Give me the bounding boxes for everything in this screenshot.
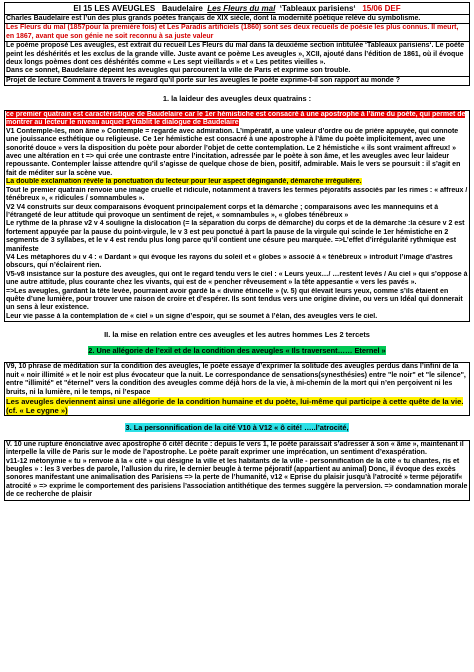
part2-box [4, 362, 470, 416]
header-section: ‘Tableaux parisiens‘ [279, 4, 356, 13]
header-author: Baudelaire [161, 4, 203, 13]
part3-box [4, 440, 470, 501]
header-date: 15/06 [362, 4, 383, 13]
part1-line-9: Leur vie passe à la contemplation de « ciel » un signe d’espoir, qui se soumet à l’élan, des aveugles vers le ciel. [6, 312, 378, 320]
part1-box [4, 110, 470, 322]
part1-line-6: V4 Les métaphores du v 4 : « Dardant » qui évoque les rayons du soleil et « globes » associé à « ténébreux » introduit l’image d’astres obscurs, qui n’éclairent rien. [6, 253, 453, 270]
part3-line-1: v11-12 métonymie « tu » renvoie à la « cité » qui désigne la ville et les habitants de la ville - personnification de la cité « tu chantes, ris et beugles » : les 3 verbes de parole, l’allusion du rire, le dernier beugle à terme péjoratif (appartient au animal) Donc, il évoque des excès sonores manifestant une animalisation des Parisiens => la perte de l’humanité, v12 « Eprise du plaisir jusqu’à l’atrocité » terme péjoratif« atrocité » => exprime le comportement des parisiens l’association antithétique des termes suggère la perversion. => condamnation morale de ce recherche de plaisir [6, 457, 468, 499]
part1-line-5: Le rythme de la phrase v2 v 4 souligne la dislocation (= la séparation du corps de démarche) du corps et de la démarche :la césure v 2 est fortement appuyée par la pause du point-virgule, le v 3 est peu ponctué à part la pause de la virgule qui scinde le 1er hémistiche en 2 segments de 3 syllabes, et le v 4 est rendu plus long parce qu’il contient une césure peu marquée. =>L’effet d’irrégularité rythmique est manifeste [6, 220, 465, 253]
part1-heading: 1. la laideur des aveugles deux quatrains : [162, 93, 312, 103]
part2-heading: II. la mise en relation entre ces aveugles et les autres hommes Les 2 tercets [104, 329, 370, 339]
intro-box [4, 15, 470, 86]
intro-p5: Projet de lecture Comment à travers le regard qu’il porte sur les aveugles le poète exprime-t-il son rapport au monde ? [5, 76, 469, 85]
part1-line-0: ce premier quatrain est caractéristique de Baudelaire car le 1er hémistiche est consacré à une apostrophe à l’âme du poète, qui permet de montrer au lecteur le niveau auquel s’établit le dialogue de Baudelaire [6, 111, 466, 127]
header-tag: DEF [384, 4, 401, 13]
part2-line-1: Les aveugles deviennent ainsi une allégorie de la condition humaine et du poète, lui-même qui participe à cette quête de la vie. (cf. « Le cygne ») [6, 396, 464, 415]
intro-p1: Charles Baudelaire est l’un des plus grands poètes français de XIX siècle, dont la modernité poétique relève du symbolisme. [6, 15, 421, 22]
header-book: Les Fleurs du mal [207, 4, 276, 13]
intro-p2: Les Fleurs du mal (1857pour la première fois) et Les Paradis artificiels (1860) sont ses deux recueils de poésie les plus connus. Il meurt, en 1867, avant que son génie ne soit reconnu à sa juste valeur [5, 23, 469, 41]
intro-p4: Dans ce sonnet, Baudelaire dépeint les aveugles qui parcourent la ville de Paris et exprime son trouble. [6, 67, 351, 75]
part1-line-7: V5-v8 insistance sur la posture des aveugles, qui ont le regard tendu vers le ciel : « Leurs yeux…/ …restent levés / Au ciel » qui s’oppose à une autre attitude, plus courante chez les vivants, qui est de « pencher rêveusement » la tête appesantie « vers les pavés ». [6, 270, 468, 287]
part2-sub: 2. Une allégorie de l’exil et de la condition des aveugles « Ils traversent…… Eternel » [88, 345, 386, 355]
document-header [4, 2, 470, 15]
part3-heading: 3. La personnification de la cité V10 à V12 « ô cité! …..l’atrocité, [125, 423, 349, 433]
part2-line-0: V9, 10 phrase de méditation sur la condition des aveugles, le poète essaye d’exprimer la solitude des aveugles perdus dans l’infini de la nuit « noir illimité » et le noir est plus évocateur que la nuit. Le correspondance de sensations(synesthésies) entre "le noir" et "le silence", entre "illimité" et "éternel" vers la condition des aveugles comme déjà hors de la vie, à mi-chemin de la mort qui n’en perçoivent ni les bruits, ni la lumière, ni le temps, ni l’espace [6, 363, 466, 396]
part1-line-1: V1 Contemple-les, mon âme » Contemple = regarde avec admiration. L’impératif, a une valeur d’ordre ou de prière appuyée, qui connote une jouissance esthétique ou religieuse. Ce 1er hémistiche est consacré à une apostrophe à l’âme du poète implicitement, avec une sonorité douce » vers la disposition du poète pour aborder l’objet de cette contemplation. Le 2 hémistiche « ils sont vraiment affreux! » avec une altération en t => qui crée une contraste entre l’incitation, adressée par le poète à son âme, et les aveugles avec leur laideur repoussante. Contempler laisse attendre qu’il s’agisse de quelque chose de bien, positif, admirable. Mais le vers se poursuit : il s’agit en fait de méditer sur la scène vue. [6, 127, 461, 177]
document-page [4, 2, 470, 501]
part3-line-0: V. 10 une rupture énonciative avec apostrophe ô cité! décrite : depuis le vers 1, le poète paraissait s’adresser à son « âme », maintenant il interpelle la ville de Paris sur le mode de l’apostrophe. Le poète paraît exprimer une imprécation, un sentiment d’exaspération. [6, 440, 464, 457]
part1-line-8: =>Les aveugles, gardant la tête levée, pourraient avoir gardé la « divine étincelle » (v. 5) qui élevait leurs yeux, comme s’ils étaient en quête d’une lumière, pour trouver une raison de croire et d’espérer. Ils sont tendus vers une origine divine, ou vers un Idéal qui donnerait un sens à leur existence. [6, 287, 463, 312]
part1-line-4: V2 V4 construits sur deux comparaisons évoquent principalement corps et la démarche ; comparaisons avec les mannequins et à l’étrangeté de leur attitude qui provoque un sentiment de rejet, « somnambules », « globes ténébreux » [6, 203, 439, 219]
header-ref: EI 15 LES AVEUGLES [73, 4, 156, 13]
part1-line-2: La double exclamation révèle la ponctuation du lecteur pour leur aspect dégingandé, démarche irrégulière. [6, 178, 362, 186]
part1-line-3: Tout le premier quatrain renvoie une image cruelle et ridicule, notamment à travers les termes péjoratifs associés par les rimes : « affreux / ténébreux », « ridicules / somnambules ». [6, 186, 468, 203]
intro-p3: Le poème proposé Les aveugles, est extrait du recueil Les Fleurs du mal dans la deuxième section intitulée ‘Tableaux parisiens‘. Le poète peint les déshérités et les exclus de la grande ville. Juste avant ce poème Les aveugles », XCII, ajouté dans l’édition de 1861, où il évoque deux longs poèmes dont ces déshérités comme « Les sept vieillards » et « Les petites vieilles ». [5, 41, 469, 67]
